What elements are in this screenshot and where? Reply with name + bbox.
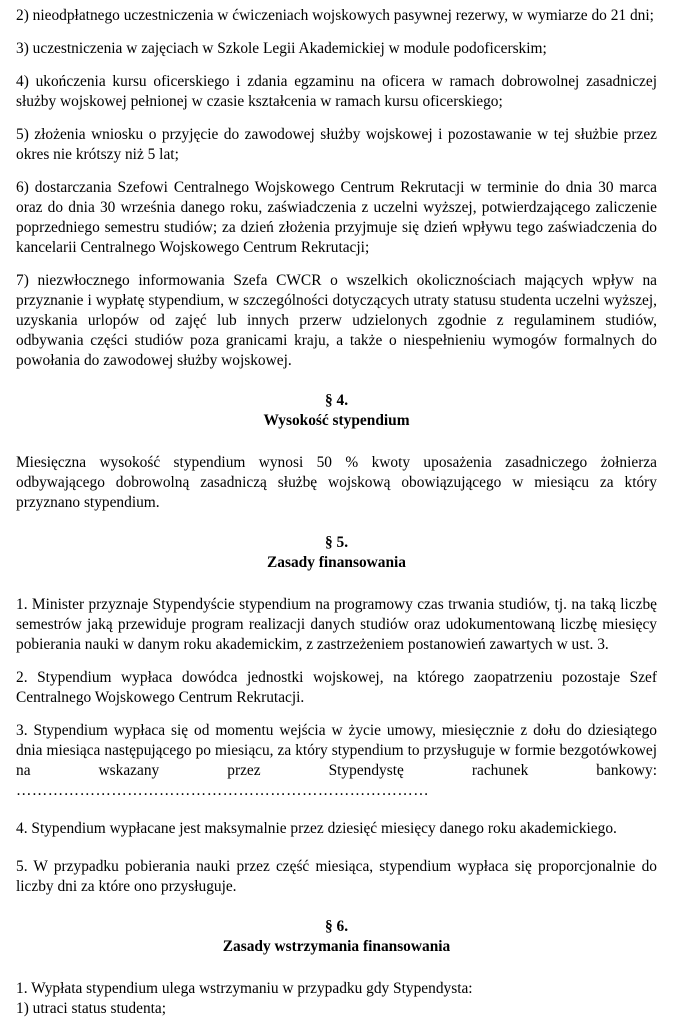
section-title: Wysokość stypendium <box>263 412 410 429</box>
section-5-paragraph-2: 2. Stypendium wypłaca dowódca jednostki wojskowej, na którego zaopatrzeniu pozostaje Szef Centralnego Wojskowego Centrum Rekrutacji. <box>16 669 657 706</box>
section-number: § 4. <box>324 392 349 409</box>
list-item-6: 6) dostarczania Szefowi Centralnego Wojskowego Centrum Rekrutacji w terminie do dnia 30 marca oraz do dnia 30 września danego roku, zaświadczenia z uczelni wyższej, potwierdzającego zaliczenie poprzedniego semestru studiów; za dzień złożenia przyjmuje się dzień wpływu tego zaświadczenia do kancelarii Centralnego Wojskowego Centrum Rekrutacji; <box>16 179 657 256</box>
section-6-heading <box>16 917 657 957</box>
section-5-paragraph-3: 3. Stypendium wypłaca się od momentu wejścia w życie umowy, miesięcznie z dołu do dziesiątego dnia miesiąca następującego po miesiącu, za który stypendium to przysługuje w formie bezgotówkowej na wskazany przez Stypendystę rachunek bankowy: <box>16 722 657 779</box>
bank-account-placeholder: …………………………………………………………………… <box>16 782 430 799</box>
list-item-7: 7) niezwłocznego informowania Szefa CWCR o wszelkich okolicznościach mających wpływ na przyznanie i wypłatę stypendium, w szczególności dotyczących utraty statusu studenta uczelni wyższej, uzyskania urlopów od zajęć lub innych przerw udzielonych zgodnie z regulaminem studiów, odbywania części studiów poza granicami kraju, a także o niespełnieniu wymogów formalnych do powołania do zawodowej służby wojskowej. <box>16 272 657 369</box>
section-6-item-1: 1) utraci status studenta; <box>16 1000 167 1017</box>
list-item-3: 3) uczestniczenia w zajęciach w Szkole Legii Akademickiej w module podoficerskim; <box>16 40 547 57</box>
section-title: Zasady wstrzymania finansowania <box>222 938 451 955</box>
section-5-paragraph-4: 4. Stypendium wypłacane jest maksymalnie przez dziesięć miesięcy danego roku akademickiego. <box>16 820 617 837</box>
section-4-paragraph: Miesięczna wysokość stypendium wynosi 50 % kwoty uposażenia zasadniczego żołnierza odbywającego dobrowolną zasadniczą służbę wojskową obowiązującego w miesiącu za który przyznano stypendium. <box>16 454 657 511</box>
section-5-heading <box>16 533 657 573</box>
section-number: § 5. <box>324 534 349 551</box>
list-item-2: 2) nieodpłatnego uczestniczenia w ćwiczeniach wojskowych pasywnej rezerwy, w wymiarze do 21 dni; <box>16 7 654 24</box>
list-item-5: 5) złożenia wniosku o przyjęcie do zawodowej służby wojskowej i pozostawanie w tej służbie przez okres nie krótszy niż 5 lat; <box>16 126 657 163</box>
section-5-paragraph-5: 5. W przypadku pobierania nauki przez część miesiąca, stypendium wypłaca się proporcjonalnie do liczby dni za które ono przysługuje. <box>16 858 657 895</box>
list-item-4: 4) ukończenia kursu oficerskiego i zdania egzaminu na oficera w ramach dobrowolnej zasadniczej służby wojskowej pełnionej w czasie kształcenia w ramach kursu oficerskiego; <box>16 73 657 110</box>
section-number: § 6. <box>324 918 349 935</box>
section-title: Zasady finansowania <box>267 554 406 571</box>
section-4-heading <box>16 391 657 431</box>
section-6-paragraph-1: 1. Wypłata stypendium ulega wstrzymaniu w przypadku gdy Stypendysta: <box>16 980 473 997</box>
section-5-paragraph-1: 1. Minister przyznaje Stypendyście stypendium na programowy czas trwania studiów, tj. na taką liczbę semestrów jaką przewiduje program realizacji danych studiów oraz udokumentowaną liczbę miesięcy pobierania nauki w danym roku akademickim, z zastrzeżeniem postanowień zawartych w ust. 3. <box>16 596 657 653</box>
